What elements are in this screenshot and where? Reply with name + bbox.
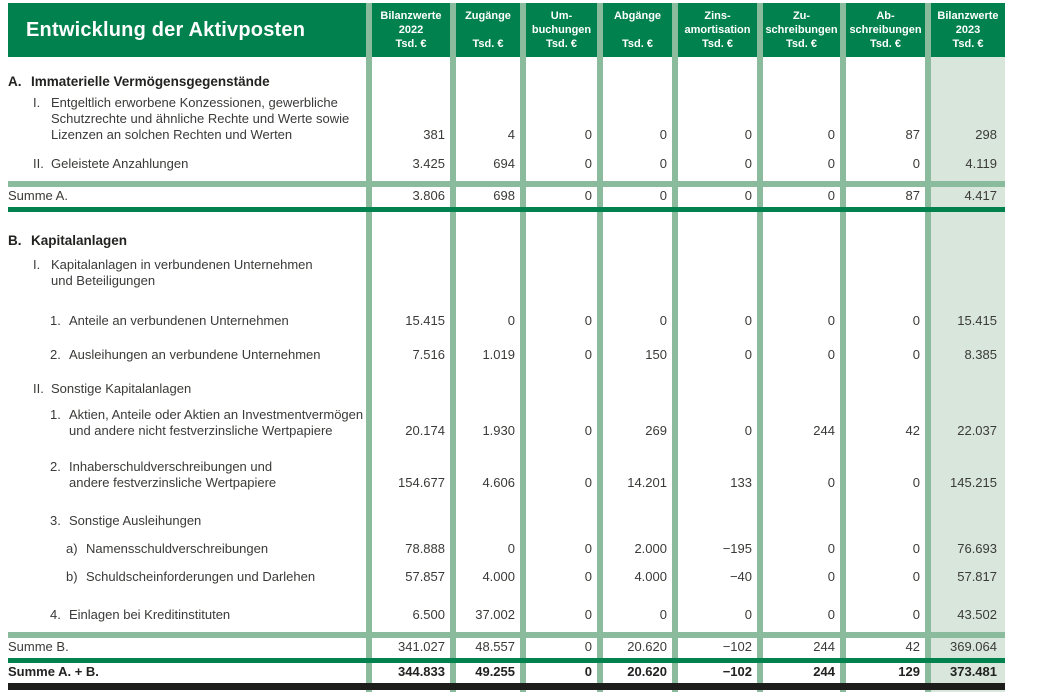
cell-value: 0: [912, 156, 920, 171]
cell-value: 0: [584, 607, 592, 622]
column-header-zugaenge: Zugänge Tsd. €: [465, 10, 511, 50]
cell-value: [456, 397, 520, 400]
cell-value: [678, 397, 757, 400]
cell-value: [526, 529, 597, 532]
cell-value: [372, 397, 450, 400]
row-number: I.: [33, 95, 41, 110]
cell-value: [603, 249, 672, 252]
cell-value: [456, 289, 520, 292]
cell-value: 145.215: [950, 475, 997, 490]
cell-value: 694: [493, 156, 515, 171]
cell-value: [763, 289, 840, 292]
cell-value: 76.693: [957, 541, 997, 556]
column-header-zinsamortisation: Zins- amortisation Tsd. €: [684, 10, 751, 50]
cell-value: 57.857: [405, 569, 445, 584]
table-row: [8, 406, 1005, 442]
row-number: B.: [8, 233, 22, 248]
cell-value: 8.385: [964, 347, 997, 362]
divider-dark: [8, 207, 1005, 212]
cell-value: 0: [659, 127, 667, 142]
cell-value: 0: [659, 607, 667, 622]
cell-value: 0: [744, 313, 752, 328]
row-label: Summe A. + B.: [8, 664, 99, 679]
cell-value: 369.064: [950, 639, 997, 654]
cell-value: 4.119: [965, 156, 997, 171]
column-header-bilanzwerte-2023: Bilanzwerte 2023 Tsd. €: [937, 10, 999, 50]
cell-value: 0: [584, 127, 592, 142]
cell-value: [931, 90, 1005, 93]
section-row: [8, 230, 1005, 252]
cell-value: 3.425: [412, 156, 445, 171]
cell-value: [603, 529, 672, 532]
cell-value: 0: [827, 347, 835, 362]
cell-value: 0: [584, 156, 592, 171]
cell-value: [456, 529, 520, 532]
row-number: 2.: [50, 347, 61, 362]
cell-value: 298: [975, 127, 997, 142]
row-label: 4. Einlagen bei Kreditinstituten: [50, 607, 231, 622]
cell-value: [763, 90, 840, 93]
cell-value: [678, 90, 757, 93]
cell-value: 0: [827, 541, 835, 556]
cell-value: 15.415: [957, 313, 997, 328]
table-row: [8, 310, 1005, 332]
row-label: Summe B.: [8, 639, 69, 654]
cell-value: 0: [912, 313, 920, 328]
cell-value: [931, 529, 1005, 532]
cell-value: 1.930: [482, 423, 515, 438]
cell-value: 0: [827, 475, 835, 490]
cell-value: 6.500: [412, 607, 445, 622]
table-row: [8, 153, 1005, 175]
sum-row: [8, 663, 1005, 683]
cell-value: 0: [912, 569, 920, 584]
cell-value: [603, 90, 672, 93]
divider-black: [8, 683, 1005, 690]
row-label: 1. Anteile an verbundenen Unternehmen: [50, 313, 289, 328]
cell-value: [846, 529, 925, 532]
cell-value: 4: [507, 127, 515, 142]
cell-value: 1.019: [482, 347, 515, 362]
table-row: [8, 458, 1005, 494]
table-title: Entwicklung der Aktivposten: [26, 18, 306, 41]
cell-value: 0: [507, 541, 515, 556]
row-label: 2. Inhaberschuldverschreibungen und andere festverzinsliche Wertpapiere: [50, 459, 277, 490]
cell-value: 22.037: [957, 423, 997, 438]
sum-row: [8, 638, 1005, 658]
cell-value: 0: [744, 607, 752, 622]
cell-value: 0: [584, 639, 592, 654]
cell-value: 20.620: [627, 664, 667, 679]
cell-value: 269: [645, 423, 667, 438]
column-header-zuschreibungen: Zu- schreibungen Tsd. €: [765, 10, 838, 50]
cell-value: 0: [584, 423, 592, 438]
row-label: I. Kapitalanlagen in verbundenen Unternehmen und Beteiligungen: [33, 257, 313, 288]
cell-value: [603, 289, 672, 292]
cell-value: 42: [905, 639, 920, 654]
cell-value: 57.817: [957, 569, 997, 584]
cell-value: 4.417: [964, 188, 997, 203]
cell-value: 4.000: [634, 569, 667, 584]
cell-value: 78.888: [405, 541, 445, 556]
cell-value: 0: [912, 347, 920, 362]
cell-value: [678, 529, 757, 532]
cell-value: 87: [905, 188, 920, 203]
table-row: [8, 378, 1005, 400]
table-row: [8, 510, 1005, 532]
row-number: 2.: [50, 459, 61, 474]
cell-value: 42: [905, 423, 920, 438]
row-number: II.: [33, 381, 44, 396]
cell-value: 154.677: [398, 475, 445, 490]
cell-value: 381: [423, 127, 445, 142]
cell-value: 14.201: [627, 475, 667, 490]
cell-value: [603, 397, 672, 400]
cell-value: 37.002: [475, 607, 515, 622]
cell-value: 4.606: [482, 475, 515, 490]
cell-value: 0: [744, 423, 752, 438]
cell-value: 0: [584, 475, 592, 490]
cell-value: −40: [729, 569, 752, 584]
row-label: 3. Sonstige Ausleihungen: [50, 513, 202, 528]
cell-value: 3.806: [412, 188, 445, 203]
row-label: II. Geleistete Anzahlungen: [33, 156, 189, 171]
cell-value: 341.027: [398, 639, 445, 654]
cell-value: 0: [827, 188, 835, 203]
cell-value: 0: [507, 313, 515, 328]
row-number: I.: [33, 257, 41, 272]
cell-value: −102: [722, 639, 752, 654]
cell-value: 698: [493, 188, 515, 203]
cell-value: 129: [898, 664, 920, 679]
row-number: A.: [8, 74, 22, 89]
row-number: 1.: [50, 313, 61, 328]
cell-value: [526, 397, 597, 400]
table-row: [8, 95, 1005, 145]
cell-value: [526, 289, 597, 292]
row-label: A. Immaterielle Vermögensgegenstände: [8, 74, 270, 89]
cell-value: 0: [744, 156, 752, 171]
row-label: 1. Aktien, Anteile oder Aktien an Investmentvermögen und andere nicht festverzinsliche Wertpapiere: [50, 407, 364, 438]
row-label: B. Kapitalanlagen: [8, 233, 128, 248]
cell-value: 244: [813, 664, 835, 679]
cell-value: 0: [584, 347, 592, 362]
table-row: [8, 256, 1005, 292]
cell-value: 0: [584, 313, 592, 328]
cell-value: 150: [645, 347, 667, 362]
cell-value: 0: [659, 156, 667, 171]
row-number: 3.: [50, 513, 61, 528]
row-label: a) Namensschuldverschreibungen: [66, 541, 269, 556]
cell-value: 49.255: [475, 664, 515, 679]
sum-row: [8, 187, 1005, 207]
row-label: II. Sonstige Kapitalanlagen: [33, 381, 192, 396]
cell-value: 0: [912, 475, 920, 490]
column-header-bilanzwerte-2022: Bilanzwerte 2022 Tsd. €: [380, 10, 442, 50]
cell-value: [372, 289, 450, 292]
row-number: 1.: [50, 407, 61, 422]
row-label: Summe A.: [8, 188, 68, 203]
cell-value: 4.000: [482, 569, 515, 584]
cell-value: [763, 249, 840, 252]
cell-value: [846, 397, 925, 400]
cell-value: [526, 249, 597, 252]
table-row: [8, 344, 1005, 366]
cell-value: −102: [722, 664, 752, 679]
table-row: [8, 566, 1005, 588]
cell-value: 20.174: [405, 423, 445, 438]
cell-value: 0: [744, 347, 752, 362]
cell-value: [846, 249, 925, 252]
section-row: [8, 71, 1005, 93]
cell-value: 0: [827, 607, 835, 622]
table-row: [8, 538, 1005, 560]
row-number: 4.: [50, 607, 61, 622]
table-body: [8, 57, 1005, 690]
cell-value: −195: [722, 541, 752, 556]
cell-value: 0: [827, 569, 835, 584]
cell-value: [372, 249, 450, 252]
cell-value: 0: [584, 569, 592, 584]
cell-value: 0: [827, 313, 835, 328]
cell-value: 244: [813, 639, 835, 654]
cell-value: 0: [584, 188, 592, 203]
row-number: a): [66, 541, 78, 556]
cell-value: [678, 289, 757, 292]
row-label: 2. Ausleihungen an verbundene Unternehmen: [50, 347, 321, 362]
cell-value: 373.481: [950, 664, 997, 679]
cell-value: [763, 397, 840, 400]
cell-value: 0: [912, 607, 920, 622]
cell-value: 0: [827, 127, 835, 142]
cell-value: 87: [905, 127, 920, 142]
cell-value: 0: [584, 541, 592, 556]
cell-value: [931, 249, 1005, 252]
cell-value: 0: [584, 664, 592, 679]
cell-value: [456, 249, 520, 252]
cell-value: [456, 90, 520, 93]
row-number: b): [66, 569, 78, 584]
cell-value: 244: [813, 423, 835, 438]
cell-value: [763, 529, 840, 532]
cell-value: 0: [827, 156, 835, 171]
cell-value: 2.000: [634, 541, 667, 556]
cell-value: [846, 90, 925, 93]
asset-development-table: [8, 3, 1005, 692]
cell-value: [678, 249, 757, 252]
cell-value: 48.557: [475, 639, 515, 654]
cell-value: [931, 397, 1005, 400]
column-header-abschreibungen: Ab- schreibungen Tsd. €: [849, 10, 922, 50]
cell-value: 0: [912, 541, 920, 556]
cell-value: [372, 90, 450, 93]
cell-value: 344.833: [398, 664, 445, 679]
cell-value: 15.415: [405, 313, 445, 328]
cell-value: [846, 289, 925, 292]
cell-value: 0: [659, 188, 667, 203]
row-label: I. Entgeltlich erworbene Konzessionen, gewerbliche Schutzrechte und ähnliche Rechte und Werte sowie Lizenzen an solchen Rechten und Werten: [33, 95, 350, 142]
cell-value: [526, 90, 597, 93]
cell-value: 133: [730, 475, 752, 490]
cell-value: 7.516: [412, 347, 445, 362]
cell-value: 20.620: [627, 639, 667, 654]
cell-value: 0: [744, 127, 752, 142]
row-label: b) Schuldscheinforderungen und Darlehen: [66, 569, 316, 584]
row-number: II.: [33, 156, 44, 171]
column-header-abgaenge: Abgänge Tsd. €: [613, 10, 662, 50]
cell-value: 0: [659, 313, 667, 328]
cell-value: [931, 289, 1005, 292]
table-header: [8, 3, 1005, 57]
column-header-umbuchungen: Um- buchungen Tsd. €: [531, 10, 592, 50]
cell-value: [372, 529, 450, 532]
cell-value: 43.502: [957, 607, 997, 622]
table-row: [8, 604, 1005, 626]
cell-value: 0: [744, 188, 752, 203]
